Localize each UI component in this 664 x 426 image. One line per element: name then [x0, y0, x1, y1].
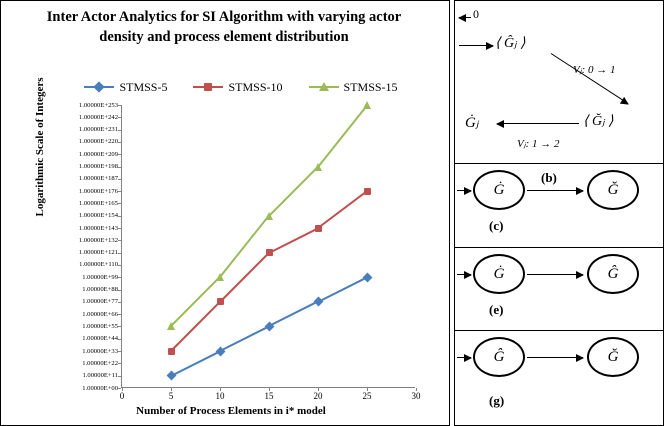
y-tick-label: 1.00000E+132	[78, 236, 118, 244]
diagram-row-a	[455, 1, 663, 164]
series-line-segment	[171, 350, 221, 376]
data-point-marker	[266, 249, 273, 256]
data-point-marker	[314, 163, 322, 171]
x-tick-mark	[122, 388, 123, 391]
row-a-annotation-bottom: Vⱼ: 1 → 2	[517, 138, 560, 150]
y-tick-label: 1.00000E+99	[82, 273, 118, 281]
data-point-marker	[315, 225, 322, 232]
y-tick-label: 1.00000E+00	[82, 384, 118, 392]
y-tick-label: 1.00000E+143	[78, 224, 118, 232]
data-point-marker	[363, 101, 371, 109]
y-tick-label: 1.00000E+88	[82, 286, 118, 294]
y-tick-label: 1.00000E+44	[82, 335, 118, 343]
y-tick-label: 1.00000E+66	[82, 310, 118, 318]
row-c-right-node-label: Ğ	[607, 181, 619, 198]
triangle-marker-icon	[319, 82, 329, 91]
x-tick-label: 30	[411, 391, 421, 401]
x-tick-label: 10	[215, 391, 225, 401]
y-tick-label: 1.00000E+220	[78, 138, 118, 146]
row-g-entry-arrow	[457, 357, 471, 358]
row-g-left-node-label: Ĝ	[493, 348, 505, 365]
y-tick-label: 1.00000E+110	[79, 261, 118, 269]
row-e-sublabel: (e)	[489, 302, 504, 317]
diagram-panel	[454, 0, 664, 426]
row-e-right-node	[587, 254, 639, 294]
series-line-segment	[268, 166, 318, 217]
series-line-segment	[219, 252, 269, 303]
y-tick-label: 1.00000E+55	[82, 322, 118, 330]
series-line-segment	[170, 277, 220, 328]
y-tick-label: 1.00000E+22	[82, 359, 118, 367]
row-c-sublabel: (c)	[489, 218, 504, 233]
series-line-segment	[317, 104, 368, 167]
row-a-top-node-label: ⟨ Ĝⱼ ⟩	[495, 36, 526, 51]
x-tick-label: 5	[168, 391, 174, 401]
y-axis-ticks	[63, 101, 121, 395]
series-line-segment	[219, 215, 270, 278]
row-e-left-node	[473, 254, 525, 294]
legend-label: STMSS-15	[343, 79, 398, 94]
diamond-marker-icon	[94, 81, 105, 92]
legend-label: STMSS-10	[228, 79, 283, 94]
series-line-segment	[269, 301, 319, 327]
y-tick-label: 1.00000E+176	[78, 187, 118, 195]
row-e-entry-arrow	[457, 274, 471, 275]
row-c-left-node	[473, 170, 525, 210]
x-tick-mark	[220, 388, 221, 391]
y-tick-label: 1.00000E+198	[78, 163, 118, 171]
y-tick-label: 1.00000E+121	[78, 249, 118, 257]
y-axis-label: Logarithmic Scale of Integers	[34, 77, 46, 217]
series-line-segment	[269, 227, 319, 253]
data-point-marker	[364, 188, 371, 195]
data-point-marker	[265, 212, 273, 220]
y-tick-label: 1.00000E+77	[82, 298, 118, 306]
chart-legend	[41, 77, 441, 97]
series-line-segment	[317, 190, 367, 229]
y-tick-label: 1.00000E+11	[82, 372, 118, 380]
y-tick-label: 1.00000E+209	[78, 150, 118, 158]
x-tick-label: 0	[119, 391, 125, 401]
x-tick-mark	[318, 388, 319, 391]
row-c-right-node	[587, 170, 639, 210]
row-e-edge-arrow	[527, 274, 583, 275]
row-a-mid-left-label: Ġⱼ	[465, 115, 479, 131]
x-tick-label: 15	[264, 391, 274, 401]
row-a-annotation-right: Vⱼ: 0 → 1	[573, 64, 616, 76]
data-point-marker	[168, 348, 175, 355]
data-point-marker	[217, 298, 224, 305]
x-tick-mark	[416, 388, 417, 391]
square-marker-icon	[204, 83, 212, 91]
row-e-left-node-label: Ġ	[493, 265, 505, 282]
row-g-left-node	[473, 337, 525, 377]
x-tick-mark	[269, 388, 270, 391]
chart-title: Inter Actor Analytics for SI Algorithm with varying actor density and process element distribution	[46, 9, 402, 45]
row-a-zero-arrow	[459, 17, 471, 18]
y-tick-label: 1.00000E+242	[78, 113, 118, 121]
row-g-right-node-label: Ğ	[607, 348, 619, 365]
x-tick-label: 20	[313, 391, 323, 401]
series-line-segment	[170, 301, 220, 352]
y-tick-label: 1.00000E+187	[78, 175, 118, 183]
row-c-edge-label: (b)	[541, 170, 557, 185]
row-a-return-arrow	[497, 123, 579, 124]
data-point-marker	[216, 273, 224, 281]
row-c-left-node-label: Ġ	[493, 181, 505, 198]
data-point-marker	[167, 322, 175, 330]
row-e-right-node-label: Ĝ	[607, 265, 619, 282]
x-tick-mark	[171, 388, 172, 391]
legend-item	[309, 80, 398, 95]
series-line-segment	[318, 276, 368, 302]
row-g-right-node	[587, 337, 639, 377]
legend-line-icon	[193, 86, 223, 88]
x-axis-label: Number of Process Elements in i* model	[136, 405, 326, 417]
row-a-mid-right-label: ⟨ Ğⱼ ⟩	[583, 114, 614, 129]
legend-item	[84, 80, 167, 95]
y-tick-label: 1.00000E+33	[82, 347, 118, 355]
legend-line-icon	[309, 86, 339, 88]
series-line-segment	[220, 326, 270, 352]
row-a-entry-arrow	[459, 45, 493, 46]
data-point-marker	[362, 272, 372, 282]
row-a-zero-label: 0	[473, 7, 479, 21]
row-g-sublabel: (g)	[489, 393, 505, 408]
y-tick-mark	[118, 388, 121, 389]
plot-area	[119, 105, 421, 401]
y-tick-label: 1.00000E+231	[78, 126, 118, 134]
plot-area-wrapper	[63, 101, 423, 401]
diagram-row-e	[455, 248, 663, 331]
y-tick-label: 1.00000E+154	[78, 212, 118, 220]
y-tick-label: 1.00000E+253	[78, 101, 118, 109]
row-a-diagonal-arrow	[551, 53, 629, 104]
row-g-edge-arrow	[527, 357, 583, 358]
x-tick-label: 25	[362, 391, 372, 401]
x-tick-mark	[367, 388, 368, 391]
legend-item	[193, 80, 282, 95]
legend-label: STMSS-5	[119, 79, 168, 94]
y-tick-label: 1.00000E+165	[78, 199, 118, 207]
row-c-edge-arrow	[527, 190, 583, 191]
legend-line-icon	[84, 86, 114, 88]
diagram-row-g	[455, 331, 663, 425]
row-c-entry-arrow	[457, 190, 471, 191]
diagram-row-c	[455, 164, 663, 248]
